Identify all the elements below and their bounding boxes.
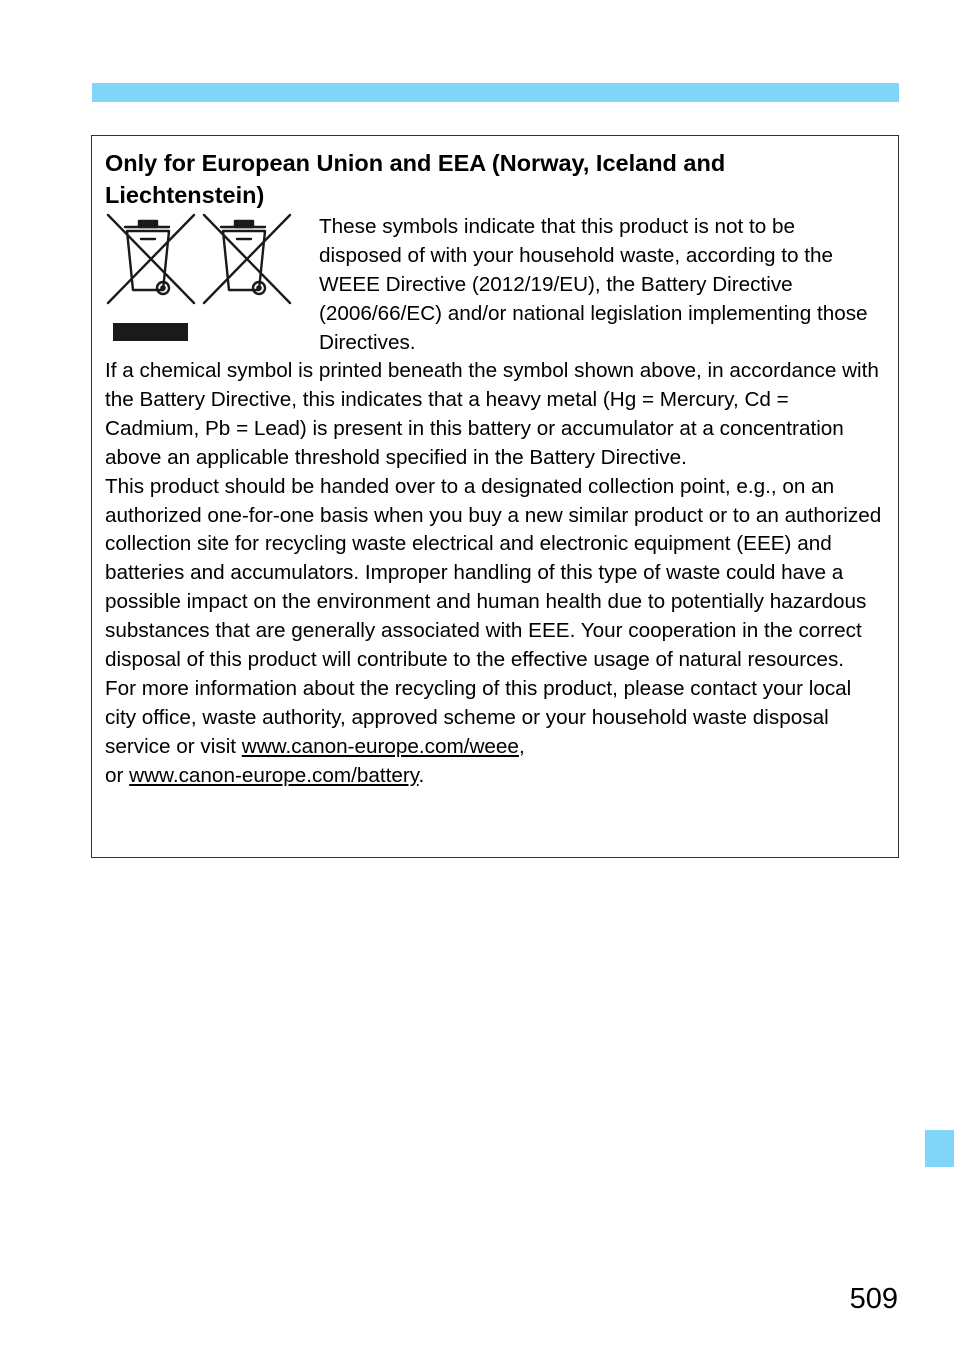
symbol-row bbox=[105, 212, 886, 357]
crossed-out-wheelie-bin-icon bbox=[105, 212, 197, 308]
more-info-paragraph bbox=[105, 675, 886, 791]
collection-paragraph: This product should be handed over to a designated collection point, e.g., on an authorized one-for-one basis when you buy a new similar product or to an authorized collection site for recycling waste electrical and electronic equipment (EEE) and batteries and accumulators. Improper handling of this type of waste could have a possible impact on the environment and human health due to potentially hazardous substances that are generally associated with EEE. Your cooperation in the correct disposal of this product will contribute to the effective usage of natural resources. bbox=[105, 474, 882, 672]
symbols-description: These symbols indicate that this product is not to be disposed of with your household waste, according to the WEEE Directive (2012/19/EU), the Battery Directive (2006/66/EC) and/or national legislation implementing those Directives. bbox=[319, 215, 868, 354]
section-side-tab bbox=[925, 1130, 954, 1167]
or-text: or bbox=[105, 763, 124, 787]
comma-text: , bbox=[518, 734, 525, 758]
chemical-symbol-paragraph: If a chemical symbol is printed beneath the symbol shown above, in accordance with the Battery Directive, this indicates that a heavy metal (Hg = Mercury, Cd = Cadmium, Pb = Lead) is present in this battery or accumulator at a concentration above an applicable threshold specified in the Battery Directive. bbox=[105, 359, 879, 469]
disposal-symbols bbox=[105, 212, 319, 347]
eu-disposal-notice bbox=[91, 135, 899, 858]
weee-link[interactable]: www.canon-europe.com/weee bbox=[241, 734, 519, 758]
more-info-text: For more information about the recycling of this product, please contact your local city office, waste authority, approved scheme or your household waste disposal service or visit bbox=[105, 676, 852, 758]
notice-title: Only for European Union and EEA (Norway, Iceland and Liechtenstein) bbox=[105, 150, 726, 208]
chemical-symbol-bar bbox=[113, 323, 188, 341]
battery-link[interactable]: www.canon-europe.com/battery bbox=[129, 763, 419, 787]
header-accent-bar bbox=[92, 83, 899, 102]
page-number: 509 bbox=[849, 1283, 898, 1315]
period-text: . bbox=[418, 763, 425, 787]
crossed-out-wheelie-bin-icon bbox=[201, 212, 293, 308]
